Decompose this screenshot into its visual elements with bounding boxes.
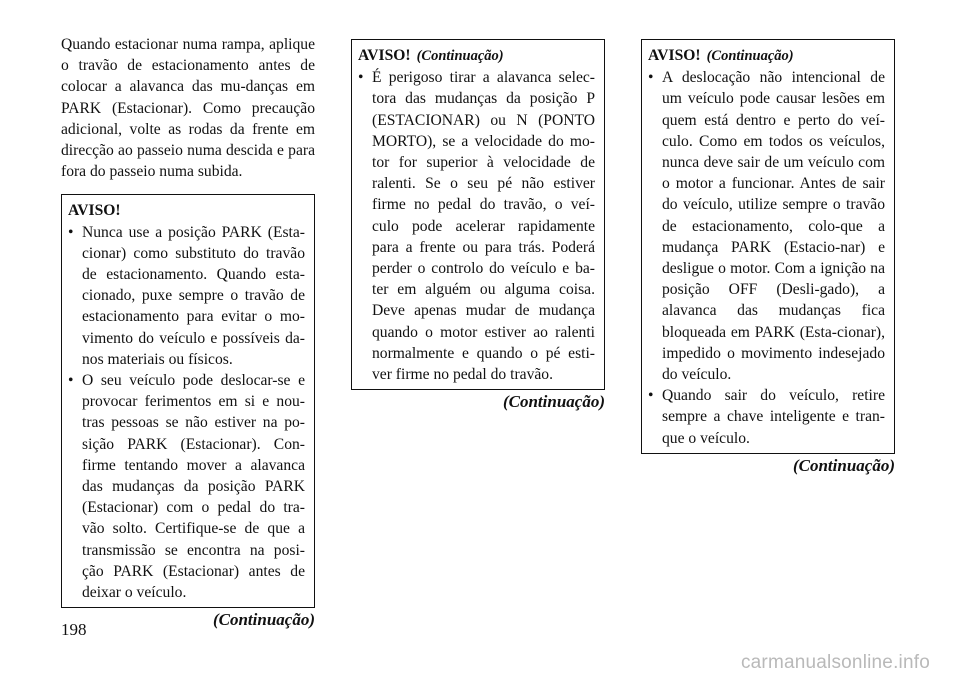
continued-label: (Continuação) bbox=[502, 392, 605, 412]
continued-label: (Continuação) bbox=[212, 610, 315, 630]
warning-bullet-list bbox=[68, 222, 305, 604]
warning-box bbox=[641, 39, 895, 454]
warning-bullet-list bbox=[358, 67, 595, 385]
continued-label: (Continuação) bbox=[792, 455, 895, 475]
warning-bullet: • Nunca use a posição PARK (Esta-cionar) como substituto do travão de estacionamento. Quando esta-cionado, puxe sempre o travão de estacionamento para evitar o mo-vimento do veículo e possíveis da-nos materiais ou físicos. bbox=[68, 222, 305, 370]
watermark-text: carmanualsonline.info bbox=[740, 652, 930, 673]
column-left bbox=[61, 34, 315, 631]
column-right bbox=[641, 34, 895, 477]
warning-title: AVISO! bbox=[68, 202, 121, 220]
warning-box bbox=[351, 39, 605, 390]
warning-bullet: • A deslocação não intencional de um veículo pode causar lesões em quem está dentro e perto do veí-culo. Como em todos os veículos, nunca deve sair de um veículo com o motor a funcionar. Antes de sair do veículo, utilize sempre o travão de estacionamento, colo-que a mudança PARK (Estacio-nar) e desligue o motor. Com a ignição na posição OFF (Desli-gado), a alavanca das mudanças fica bloqueada em PARK (Esta-cionar), impedido o movimento indesejado do veículo. bbox=[648, 67, 885, 385]
column-middle bbox=[351, 34, 605, 413]
warning-heading bbox=[68, 200, 305, 221]
warning-bullet: • Quando sair do veículo, retire sempre a chave inteligente e tran-que o veículo. bbox=[648, 385, 885, 449]
warning-bullet: • O seu veículo pode deslocar-se e provocar ferimentos em si e nou-tras pessoas se não estiver na po-sição PARK (Estacionar). Con-firme tentando mover a alavanca das mudanças da posição PARK (Estacionar) com o pedal do tra-vão solto. Certifique-se de que a transmissão se encontra na posi-ção PARK (Estacionar) antes de deixar o veículo. bbox=[68, 370, 305, 603]
warning-heading-continued: (Continuação) bbox=[706, 48, 794, 64]
intro-paragraph: Quando estacionar numa rampa, aplique o travão de estacionamento antes de colocar a alavanca das mu-danças em PARK (Estacionar). Como precaução adicional, volte as rodas da frente em direcção ao passeio numa descida e para fora do passeio numa subida. bbox=[61, 36, 315, 181]
warning-title: AVISO! bbox=[648, 47, 701, 64]
warning-heading bbox=[358, 45, 595, 67]
warning-heading bbox=[648, 45, 885, 67]
page-number: 198 bbox=[61, 620, 87, 639]
warning-box bbox=[61, 194, 315, 608]
warning-bullet: • É perigoso tirar a alavanca selec-tora das mudanças da posição P (ESTACIONAR) ou N (PONTO MORTO), se a velocidade do mo-tor for superior à velocidade de ralenti. Se o seu pé não estiver firme no pedal do travão, o veí-culo pode acelerar rapidamente para a frente ou para trás. Poderá perder o controlo do veículo e ba-ter em alguém ou alguma coisa. Deve apenas mudar de mudança quando o motor estiver ao ralenti normalmente e quando o pé esti-ver firme no pedal do travão. bbox=[358, 67, 595, 385]
warning-title: AVISO! bbox=[358, 47, 411, 64]
warning-bullet-list bbox=[648, 67, 885, 449]
warning-heading-continued: (Continuação) bbox=[416, 48, 504, 64]
